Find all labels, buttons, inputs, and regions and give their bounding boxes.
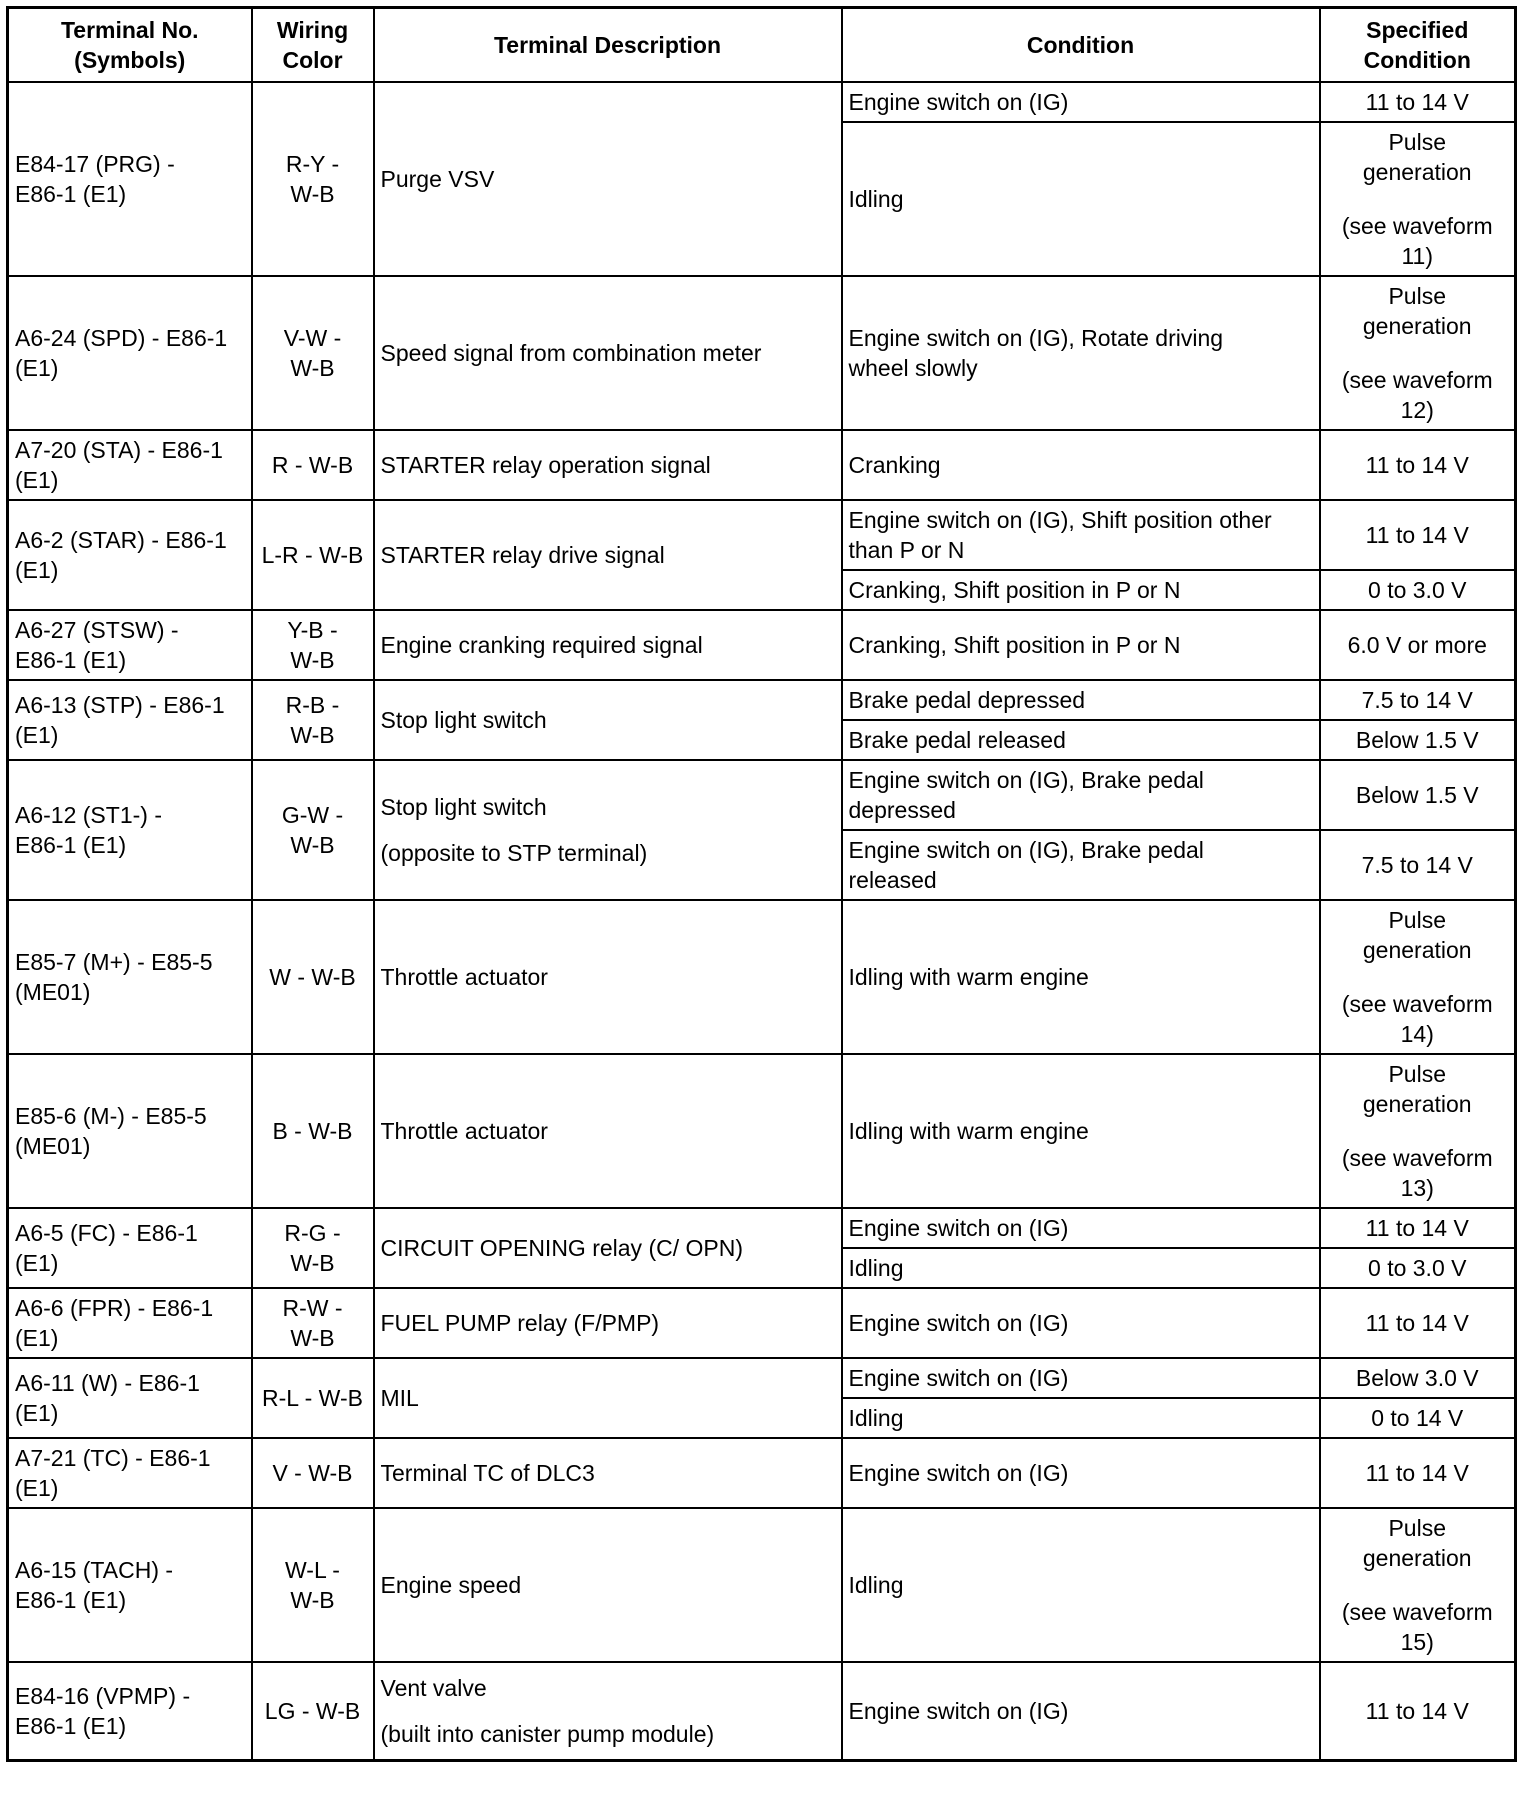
- spec-cell: Below 1.5 V: [1320, 760, 1516, 830]
- header-terminal-line1: Terminal No.: [60, 17, 199, 43]
- terminal-cell: [8, 276, 252, 430]
- terminal-line: E85-6 (M-) - E85-5: [15, 1103, 207, 1129]
- spec-cell: 11 to 14 V: [1320, 1662, 1516, 1760]
- wiring-line: W-B: [290, 1325, 335, 1351]
- spec-cell: [1320, 276, 1516, 430]
- header-specified-line2: Condition: [1363, 47, 1471, 73]
- terminal-line: A6-27 (STSW) -: [15, 617, 179, 643]
- description-cell: CIRCUIT OPENING relay (C/ OPN): [374, 1208, 842, 1288]
- table-row: [8, 1438, 1516, 1508]
- spec-cell: 6.0 V or more: [1320, 610, 1516, 680]
- terminal-line: E85-7 (M+) - E85-5: [15, 949, 213, 975]
- spec-cell: 7.5 to 14 V: [1320, 830, 1516, 900]
- spacer: [1327, 187, 1509, 211]
- description-cell: Terminal TC of DLC3: [374, 1438, 842, 1508]
- wiring-line: R-W -: [282, 1295, 343, 1321]
- spec-line: Pulse: [1388, 1515, 1447, 1541]
- spec-line: generation: [1362, 313, 1472, 339]
- condition-line: Engine switch on (IG), Brake pedal: [848, 767, 1204, 793]
- wiring-line: V-W -: [283, 325, 342, 351]
- spec-cell: [1320, 1508, 1516, 1662]
- spacer: [1327, 1119, 1509, 1143]
- spec-cell: 11 to 14 V: [1320, 82, 1516, 122]
- condition-cell: Engine switch on (IG): [842, 1208, 1320, 1248]
- terminal-line: (E1): [15, 557, 59, 583]
- spec-line: 14): [1400, 1021, 1434, 1047]
- terminal-line: A6-6 (FPR) - E86-1: [15, 1295, 214, 1321]
- header-wiring: [252, 8, 374, 83]
- condition-line: than P or N: [848, 537, 965, 563]
- spec-line: (see waveform: [1341, 213, 1493, 239]
- wiring-line: G-W -: [281, 802, 344, 828]
- wiring-line: W-B: [290, 1250, 335, 1276]
- wiring-cell: B - W-B: [252, 1054, 374, 1208]
- condition-cell: Idling with warm engine: [842, 1054, 1320, 1208]
- description-cell: STARTER relay drive signal: [374, 500, 842, 610]
- wiring-cell: [252, 1508, 374, 1662]
- spec-line: (see waveform: [1341, 1145, 1493, 1171]
- wiring-cell: [252, 1208, 374, 1288]
- terminal-cell: [8, 610, 252, 680]
- spec-cell: [1320, 900, 1516, 1054]
- terminal-line: A7-21 (TC) - E86-1: [15, 1445, 211, 1471]
- wiring-cell: V - W-B: [252, 1438, 374, 1508]
- spec-line: Pulse: [1388, 283, 1447, 309]
- spec-cell: Below 1.5 V: [1320, 720, 1516, 760]
- table-row: [8, 1054, 1516, 1208]
- spec-line: generation: [1362, 937, 1472, 963]
- condition-line: released: [848, 867, 937, 893]
- table-row: [8, 1358, 1516, 1398]
- terminal-line: (E1): [15, 722, 59, 748]
- terminal-line: A6-2 (STAR) - E86-1: [15, 527, 227, 553]
- condition-cell: Idling: [842, 122, 1320, 276]
- spec-cell: 11 to 14 V: [1320, 1438, 1516, 1508]
- table-row: [8, 1208, 1516, 1248]
- terminal-line: (ME01): [15, 1133, 91, 1159]
- spec-line: Pulse: [1388, 129, 1447, 155]
- spec-cell: 0 to 3.0 V: [1320, 570, 1516, 610]
- terminal-line: A6-12 (ST1-) -: [15, 802, 162, 828]
- wiring-cell: [252, 276, 374, 430]
- spec-cell: Below 3.0 V: [1320, 1358, 1516, 1398]
- condition-line: Engine switch on (IG), Brake pedal: [848, 837, 1204, 863]
- table-row: [8, 610, 1516, 680]
- condition-cell: [842, 760, 1320, 830]
- condition-cell: Cranking: [842, 430, 1320, 500]
- header-specified-line1: Specified: [1366, 17, 1469, 43]
- terminal-line: E86-1 (E1): [15, 647, 127, 673]
- terminal-line: (E1): [15, 355, 59, 381]
- condition-line: Engine switch on (IG), Shift position other: [848, 507, 1272, 533]
- header-wiring-line1: Wiring: [276, 17, 349, 43]
- spec-line: 12): [1400, 397, 1434, 423]
- condition-cell: Engine switch on (IG): [842, 1358, 1320, 1398]
- description-cell: STARTER relay operation signal: [374, 430, 842, 500]
- spec-cell: 0 to 14 V: [1320, 1398, 1516, 1438]
- wiring-line: W-B: [290, 355, 335, 381]
- spec-line: 13): [1400, 1175, 1434, 1201]
- condition-cell: Cranking, Shift position in P or N: [842, 610, 1320, 680]
- table-row: [8, 900, 1516, 1054]
- header-wiring-line2: Color: [282, 47, 343, 73]
- spec-cell: 7.5 to 14 V: [1320, 680, 1516, 720]
- terminal-cell: [8, 680, 252, 760]
- wiring-cell: R - W-B: [252, 430, 374, 500]
- wiring-line: W-B: [290, 181, 335, 207]
- wiring-cell: [252, 610, 374, 680]
- description-line: (opposite to STP terminal): [380, 840, 648, 866]
- terminal-cell: [8, 1508, 252, 1662]
- wiring-cell: [252, 82, 374, 276]
- condition-cell: [842, 276, 1320, 430]
- condition-cell: [842, 830, 1320, 900]
- description-cell: Purge VSV: [374, 82, 842, 276]
- spec-line: (see waveform: [1341, 1599, 1493, 1625]
- description-line: Stop light switch: [380, 794, 547, 820]
- terminal-line: (E1): [15, 467, 59, 493]
- wiring-cell: [252, 680, 374, 760]
- terminal-line: (E1): [15, 1400, 59, 1426]
- wiring-line: Y-B -: [287, 617, 338, 643]
- condition-line: wheel slowly: [848, 355, 978, 381]
- header-terminal-line2: (Symbols): [74, 47, 186, 73]
- terminal-line: A7-20 (STA) - E86-1: [15, 437, 223, 463]
- wiring-cell: [252, 1288, 374, 1358]
- spec-line: generation: [1362, 1545, 1472, 1571]
- terminal-cell: [8, 760, 252, 900]
- spacer: [1327, 965, 1509, 989]
- wiring-line: W-B: [290, 1587, 335, 1613]
- condition-line: depressed: [848, 797, 956, 823]
- terminal-cell: [8, 900, 252, 1054]
- terminal-cell: [8, 1054, 252, 1208]
- description-line: (built into canister pump module): [380, 1720, 715, 1747]
- spec-cell: 11 to 14 V: [1320, 500, 1516, 570]
- condition-cell: Engine switch on (IG): [842, 1662, 1320, 1760]
- terminal-cell: [8, 1288, 252, 1358]
- table-row: [8, 82, 1516, 122]
- header-condition: Condition: [842, 8, 1320, 83]
- header-terminal: [8, 8, 252, 83]
- terminal-line: E86-1 (E1): [15, 832, 127, 858]
- description-cell: FUEL PUMP relay (F/PMP): [374, 1288, 842, 1358]
- terminal-cell: [8, 500, 252, 610]
- header-description: Terminal Description: [374, 8, 842, 83]
- terminal-cell: [8, 1662, 252, 1760]
- table-row: [8, 760, 1516, 830]
- description-cell: MIL: [374, 1358, 842, 1438]
- table-row: [8, 680, 1516, 720]
- description-cell: [374, 760, 842, 900]
- spec-cell: 11 to 14 V: [1320, 1208, 1516, 1248]
- spec-line: 11): [1401, 243, 1434, 269]
- spec-cell: [1320, 1054, 1516, 1208]
- table-row: [8, 500, 1516, 570]
- description-cell: Throttle actuator: [374, 900, 842, 1054]
- terminal-line: (E1): [15, 1325, 59, 1351]
- spec-line: generation: [1362, 159, 1472, 185]
- terminal-line: E84-17 (PRG) -: [15, 151, 175, 177]
- condition-cell: Idling with warm engine: [842, 900, 1320, 1054]
- wiring-cell: LG - W-B: [252, 1662, 374, 1760]
- table-row: [8, 1508, 1516, 1662]
- terminal-cell: [8, 430, 252, 500]
- condition-cell: Idling: [842, 1248, 1320, 1288]
- spec-line: Pulse: [1388, 1061, 1447, 1087]
- terminal-cell: [8, 1208, 252, 1288]
- spacer: [1327, 341, 1509, 365]
- wiring-line: R-Y -: [285, 151, 340, 177]
- wiring-line: W-B: [290, 722, 335, 748]
- condition-cell: Engine switch on (IG): [842, 1288, 1320, 1358]
- terminal-line: (ME01): [15, 979, 91, 1005]
- wiring-cell: W - W-B: [252, 900, 374, 1054]
- spec-line: generation: [1362, 1091, 1472, 1117]
- description-cell: [374, 1662, 842, 1760]
- wiring-line: R-G -: [284, 1220, 341, 1246]
- header-specified: [1320, 8, 1516, 83]
- condition-cell: Engine switch on (IG): [842, 1438, 1320, 1508]
- table-row: [8, 1288, 1516, 1358]
- terminal-line: A6-5 (FC) - E86-1: [15, 1220, 198, 1246]
- terminal-cell: [8, 1438, 252, 1508]
- wiring-cell: [252, 760, 374, 900]
- wiring-cell: L-R - W-B: [252, 500, 374, 610]
- spec-cell: [1320, 122, 1516, 276]
- wiring-line: R-B -: [285, 692, 340, 718]
- condition-cell: Engine switch on (IG): [842, 82, 1320, 122]
- condition-line: Engine switch on (IG), Rotate driving: [848, 325, 1224, 351]
- terminal-spec-table: [6, 6, 1517, 1762]
- terminal-line: E86-1 (E1): [15, 1587, 127, 1613]
- terminal-line: A6-13 (STP) - E86-1: [15, 692, 225, 718]
- table-row: [8, 430, 1516, 500]
- terminal-line: A6-15 (TACH) -: [15, 1557, 174, 1583]
- condition-cell: Cranking, Shift position in P or N: [842, 570, 1320, 610]
- spacer: [381, 822, 835, 838]
- wiring-line: W-B: [290, 647, 335, 673]
- terminal-line: A6-24 (SPD) - E86-1: [15, 325, 228, 351]
- table-row: [8, 1662, 1516, 1760]
- terminal-line: (E1): [15, 1250, 59, 1276]
- header-row: [8, 8, 1516, 83]
- description-cell: Stop light switch: [374, 680, 842, 760]
- description-cell: Throttle actuator: [374, 1054, 842, 1208]
- wiring-line: W-L -: [285, 1557, 340, 1583]
- spacer: [1327, 1573, 1509, 1597]
- terminal-cell: [8, 82, 252, 276]
- spacer: [381, 1703, 835, 1719]
- wiring-line: W-B: [290, 832, 335, 858]
- spec-line: (see waveform: [1341, 367, 1493, 393]
- description-cell: Engine cranking required signal: [374, 610, 842, 680]
- spec-cell: 0 to 3.0 V: [1320, 1248, 1516, 1288]
- description-cell: Engine speed: [374, 1508, 842, 1662]
- description-line: Vent valve: [380, 1674, 487, 1701]
- spec-line: (see waveform: [1341, 991, 1493, 1017]
- terminal-line: E84-16 (VPMP) -: [15, 1682, 191, 1709]
- condition-cell: [842, 500, 1320, 570]
- terminal-line: E86-1 (E1): [15, 181, 127, 207]
- condition-cell: Idling: [842, 1398, 1320, 1438]
- condition-cell: Brake pedal released: [842, 720, 1320, 760]
- spec-cell: 11 to 14 V: [1320, 1288, 1516, 1358]
- spec-line: Pulse: [1388, 907, 1447, 933]
- description-cell: Speed signal from combination meter: [374, 276, 842, 430]
- terminal-line: (E1): [15, 1475, 59, 1501]
- terminal-line: A6-11 (W) - E86-1: [15, 1370, 200, 1396]
- terminal-line: E86-1 (E1): [15, 1712, 127, 1739]
- spec-cell: 11 to 14 V: [1320, 430, 1516, 500]
- terminal-cell: [8, 1358, 252, 1438]
- spec-line: 15): [1400, 1629, 1434, 1655]
- table-row: [8, 276, 1516, 430]
- condition-cell: Brake pedal depressed: [842, 680, 1320, 720]
- condition-cell: Idling: [842, 1508, 1320, 1662]
- wiring-cell: R-L - W-B: [252, 1358, 374, 1438]
